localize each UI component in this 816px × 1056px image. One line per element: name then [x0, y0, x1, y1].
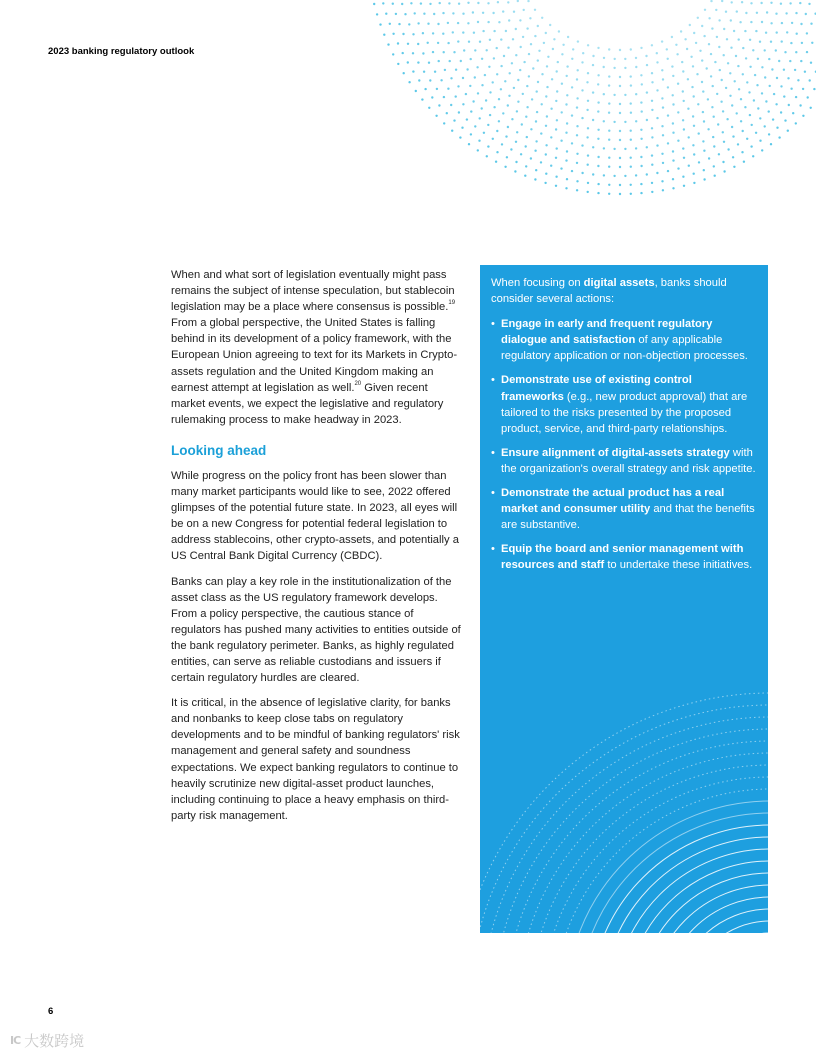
main-text-column: [171, 267, 463, 833]
bullet-icon: •: [491, 487, 495, 500]
page-number: 6: [48, 1006, 54, 1017]
paragraph-legislation: When and what sort of legislation eventually might pass remains the subject of intense speculation, but stablecoin legislation may be a place where consensus is possible.$^{19}$ From a global perspective, the United States is falling behind in its development of a policy framework, with the European Union agreeing to text for its Markets in Crypto-assets regulation and the United Kingdom making an earnest attempt at legislation as well.$^{20}$ Given recent market events, we expect the legislative and regulatory rulemaking process to make headway in 2023.: [171, 269, 458, 426]
paragraph-banks-role: Banks can play a key role in the institutionalization of the asset class as the US regulatory framework develops. From a policy perspective, the cautious stance of regulators has pushed many activities to entities outside of the bank regulatory perimeter. Banks, as highly regulated entities, can serve as reliable custodians and issuers if certain regulatory hurdles are cleared.: [171, 575, 461, 685]
action-item: • Ensure alignment of digital-assets strategy with the organization's overall strategy and risk appetite.: [491, 446, 756, 475]
digital-assets-sidebar: [480, 265, 768, 933]
bullet-icon: •: [491, 446, 495, 459]
footnote-ref-20[interactable]: 20: [354, 380, 362, 387]
action-item: • Demonstrate use of existing control frameworks (e.g., new product approval) that are tailored to the risks presented by the proposed product, service, and third-party relationships.: [491, 374, 748, 435]
bullet-icon: •: [491, 318, 495, 331]
decorative-dot-arcs: [0, 0, 816, 200]
action-list: [491, 316, 757, 573]
watermark-text: 大数跨境: [24, 1032, 85, 1050]
action-item: • Engage in early and frequent regulatory dialogue and satisfaction of any applicable regulatory application or non-objection processes.: [491, 318, 748, 363]
watermark-logo: IC: [10, 1034, 21, 1047]
sidebar-intro: When focusing on digital assets, banks should consider several actions:: [491, 277, 727, 306]
bullet-icon: •: [491, 374, 495, 387]
paragraph-critical: It is critical, in the absence of legislative clarity, for banks and nonbanks to keep close tabs on regulatory developments and to be mindful of banking regulators' risk management and general safety and soundness expectations. We expect banking regulators to continue to heavily scrutinize new digital-asset product launches, including continuing to place a heavy emphasis on third-party risk management.: [171, 697, 460, 822]
action-item: • Equip the board and senior management with resources and staff to undertake these initiatives.: [491, 543, 753, 572]
watermark: [10, 1030, 84, 1051]
footnote-ref-19[interactable]: 19: [448, 300, 456, 307]
paragraph-progress: While progress on the policy front has been slower than many market participants would like to see, 2022 offered glimpses of the potential future state. In 2023, all eyes will be on a new Congress for potential federal legislation to address stablecoins, other crypto-assets, and potentially a US Central Bank Digital Currency (CBDC).: [171, 469, 459, 563]
action-item: • Demonstrate the actual product has a real market and consumer utility and that the benefits are substantive.: [491, 487, 755, 532]
bullet-icon: •: [491, 543, 495, 556]
section-heading-looking-ahead: Looking ahead: [171, 442, 267, 458]
document-title: 2023 banking regulatory outlook: [48, 46, 195, 57]
